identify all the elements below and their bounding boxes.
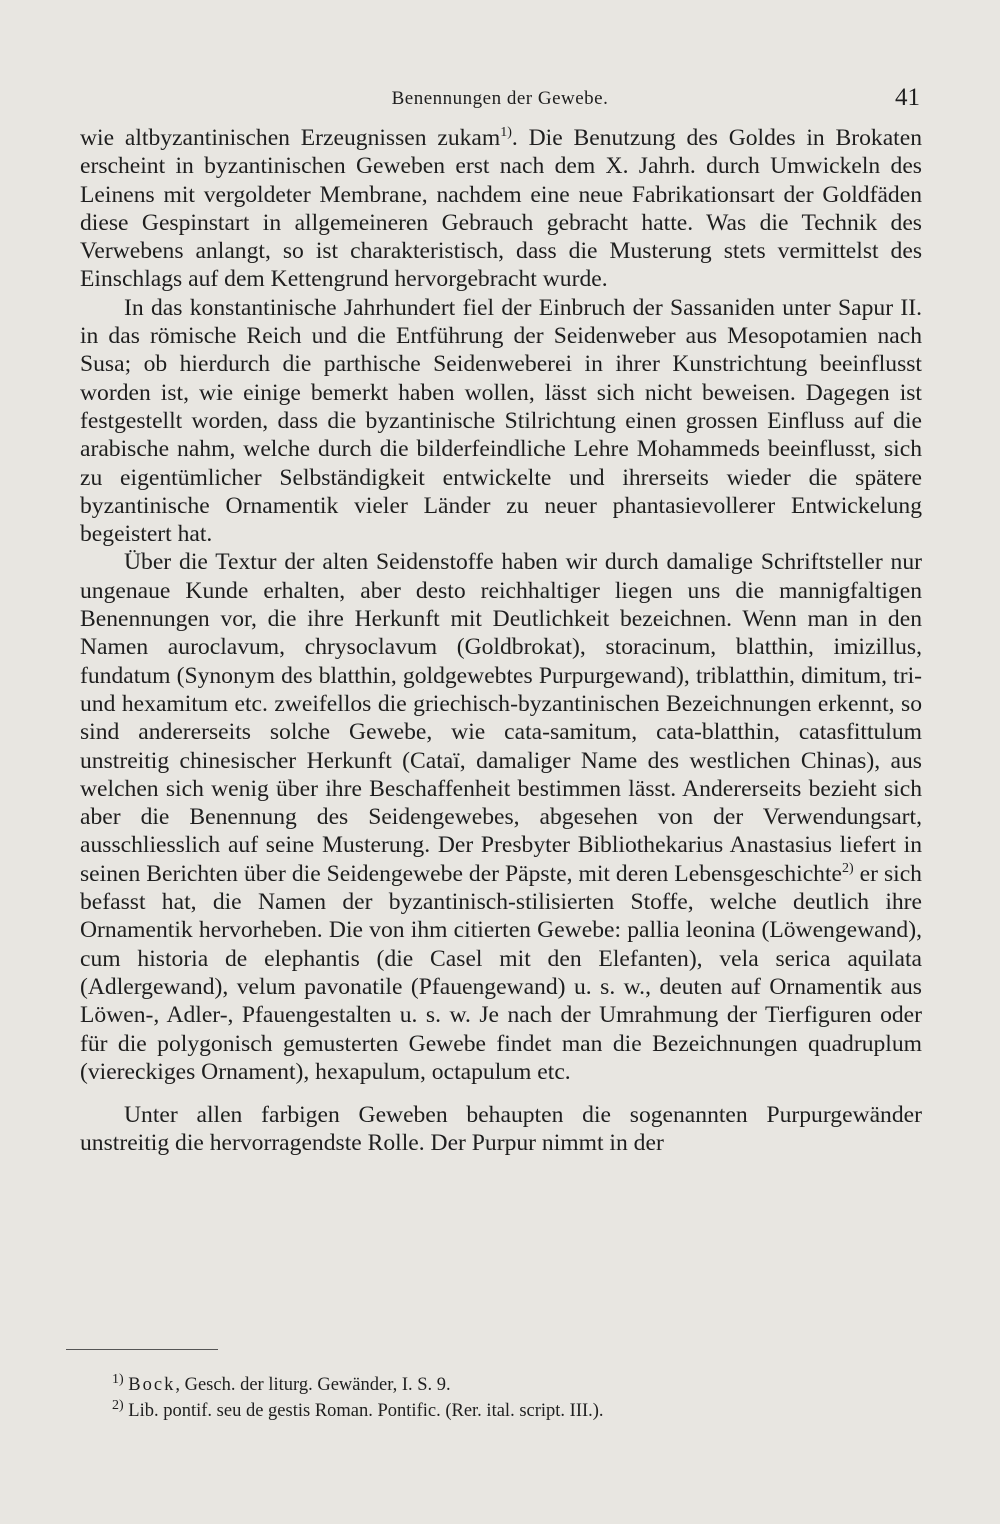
paragraph-3 (80, 548, 922, 1086)
footnote-2-marker: 2) (112, 1397, 124, 1413)
footnote-2 (112, 1398, 812, 1424)
footnote-2-text: Lib. pontif. seu de gestis Roman. Pontific. (Rer. ital. script. III.). (128, 1401, 604, 1421)
running-head (80, 82, 920, 118)
footnote-1-marker: 1) (112, 1371, 124, 1387)
paragraph-4-text: Unter allen farbigen Geweben behaupten die sogenannten Purpurgewänder unstreitig die hervorragendste Rolle. Der Purpur nimmt in der (80, 1102, 922, 1157)
paragraph-3-text: Über die Textur der alten Seidenstoffe haben wir durch damalige Schriftsteller nur ungenaue Kunde erhalten, aber desto reichhaltiger liegen uns die mannigfaltigen Benennungen vor, die ihre Herkunft mit Deutlichkeit bezeichnen. Wenn man in den Namen auroclavum, chrysoclavum (Goldbrokat), storacinum, blatthin, imizillus, fundatum (Synonym des blatthin, goldgewebtes Purpurgewand), triblatthin, dimitum, tri- und hexamitum etc. zweifellos die griechisch-byzantinischen Bezeichnungen erkennt, so sind andererseits solche Gewebe, wie cata-samitum, cata-blatthin, catasfittulum unstreitig chinesischer Herkunft (Cataï, damaliger Name des westlichen Chinas), aus welchen sich wenig über ihre Beschaffenheit bestimmen lässt. Andererseits bezieht sich aber die Benennung des Seidengewebes, abgesehen von der Verwendungsart, ausschliesslich auf seine Musterung. Der Presbyter Bibliothekarius Anastasius liefert in seinen Berichten über die Seidengewebe der Päpste, mit deren Lebensgeschichte (80, 549, 922, 887)
paragraph-1-text: wie altbyzantinischen Erzeugnissen zukam (80, 125, 501, 151)
running-title: Benennungen der Gewebe. (391, 88, 609, 109)
footnote-ref-2: 2) (842, 860, 854, 876)
page-number: 41 (895, 84, 920, 111)
footnotes (112, 1372, 812, 1424)
paragraph-4 (80, 1101, 922, 1158)
footnote-rule (66, 1349, 218, 1350)
paragraph-3-tail: er sich befasst hat, die Namen der byzantinisch-stilisierten Stoffe, welche deutlich ihre Ornamentik hervorheben. Die von ihm citierten Gewebe: pallia leonina (Löwengewand), cum historia de elephantis (die Casel mit den Elefanten), vela serica aquilata (Adlergewand), velum pavonatile (Pfauengewand) u. s. w., deuten auf Ornamentik aus Löwen-, Adler-, Pfauengestalten u. s. w. Je nach der Umrahmung der Tierfiguren oder für die polygonisch gemusterten Gewebe findet man die Bezeichnungen quadruplum (viereckiges Ornament), hexapulum, octapulum etc. (80, 860, 922, 1085)
footnote-1-text: , Gesch. der liturg. Gewänder, I. S. 9. (175, 1375, 451, 1395)
paragraph-2-text: In das konstantinische Jahrhundert fiel der Einbruch der Sassaniden unter Sapur II. in das römische Reich und die Entführung der Seidenweber aus Mesopotamien nach Susa; ob hierdurch die parthische Seidenweberei in ihrer Kunstrichtung beeinflusst worden ist, wie einige bemerkt haben wollen, lässt sich nicht beweisen. Dagegen ist festgestellt worden, dass die byzantinische Stilrichtung einen grossen Einfluss auf die arabische nahm, welche durch die bilderfeindliche Lehre Mohammeds beeinflusst, sich zu eigentümlicher Selbständigkeit entwickelte und ihrerseits wieder die spätere byzantinische Ornamentik vieler Länder zu neuer phantasievollerer Entwickelung begeistert hat. (80, 294, 922, 548)
paragraph-1 (80, 124, 922, 294)
body-text (80, 124, 922, 1158)
footnote-ref-1: 1) (500, 125, 512, 141)
paragraph-2 (80, 294, 922, 549)
footnote-1-author: Bock (128, 1375, 176, 1395)
paragraph-1-tail: . Die Benutzung des Goldes in Brokaten erscheint in byzantinischen Geweben erst nach dem X. Jahrh. durch Umwickeln des Leinens mit vergoldeter Membrane, nachdem eine neue Fabrikationsart der Goldfäden diese Gespinstart in allgemeineren Gebrauch gebracht hatte. Was die Technik des Verwebens anlangt, so ist charakteristisch, dass die Musterung stets vermittelst des Einschlags auf dem Kettengrund hervorgebracht wurde. (80, 125, 922, 293)
footnote-1 (112, 1372, 812, 1398)
